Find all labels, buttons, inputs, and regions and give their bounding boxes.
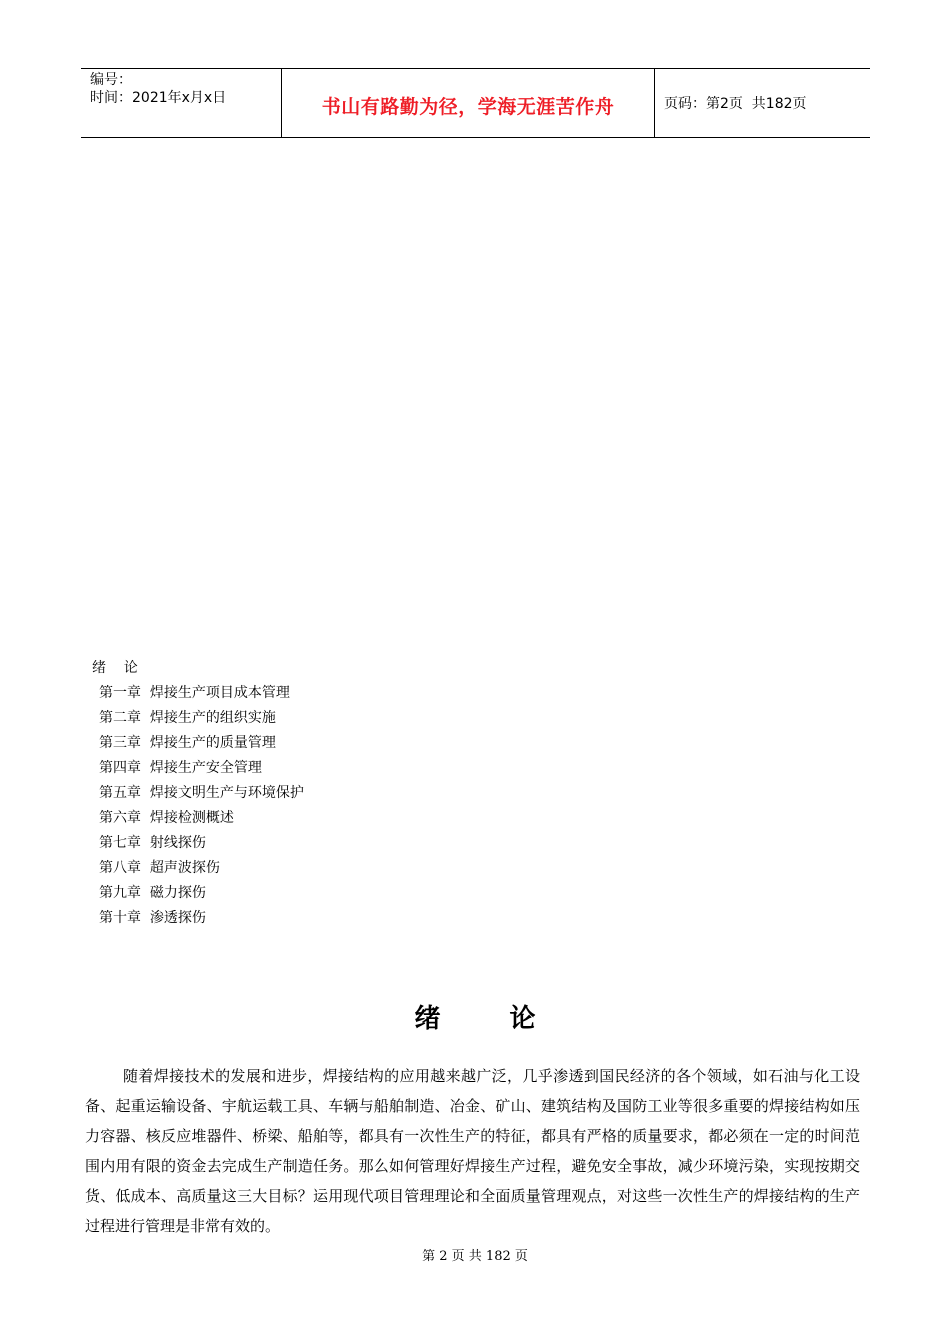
table-of-contents [92,656,304,931]
toc-heading: 绪 论 [92,660,138,676]
header-page-cell [655,69,870,137]
toc-item: 第五章 焊接文明生产与环境保护 [99,785,304,801]
header-page-code: 页码：第2页 共182页 [664,96,807,112]
header-motto: 书山有路勤为径，学海无涯苦作舟 [321,95,615,118]
toc-item: 第三章 焊接生产的质量管理 [99,735,276,751]
header-number-label: 编号： [90,72,132,88]
intro-paragraph: 随着焊接技术的发展和进步，焊接结构的应用越来越广泛，几乎渗透到国民经济的各个领域，如石油与化工设备、起重运输设备、宇航运载工具、车辆与船舶制造、冶金、矿山、建筑结构及国防工业等很多重要的焊接结构如压力容器、核反应堆器件、桥梁、船舶等，都具有一次性生产的特征，都具有严格的质量要求，都必须在一定的时间范围内用有限的资金去完成生产制造任务。那么如何管理好焊接生产过程，避免安全事故，减少环境污染，实现按期交货、低成本、高质量这三大目标？运用现代项目管理理论和全面质量管理观点，对这些一次性生产的焊接结构的生产过程进行管理是非常有效的。 [85,1067,860,1235]
toc-item: 第七章 射线探伤 [99,835,206,851]
chapter-title: 绪 论 [414,1004,536,1034]
page-footer: 第 2 页 共 182 页 [422,1249,528,1264]
toc-item: 第八章 超声波探伤 [99,860,220,876]
toc-item: 第一章 焊接生产项目成本管理 [99,685,290,701]
toc-item: 第六章 焊接检测概述 [99,810,234,826]
header-time-label: 时间：2021年x月x日 [90,90,227,106]
toc-item: 第二章 焊接生产的组织实施 [99,710,276,726]
toc-item: 第十章 渗透探伤 [99,910,206,926]
toc-item: 第九章 磁力探伤 [99,885,206,901]
header-motto-cell [282,69,655,137]
header-meta-cell [81,69,282,137]
toc-item: 第四章 焊接生产安全管理 [99,760,262,776]
page-header [81,68,870,138]
